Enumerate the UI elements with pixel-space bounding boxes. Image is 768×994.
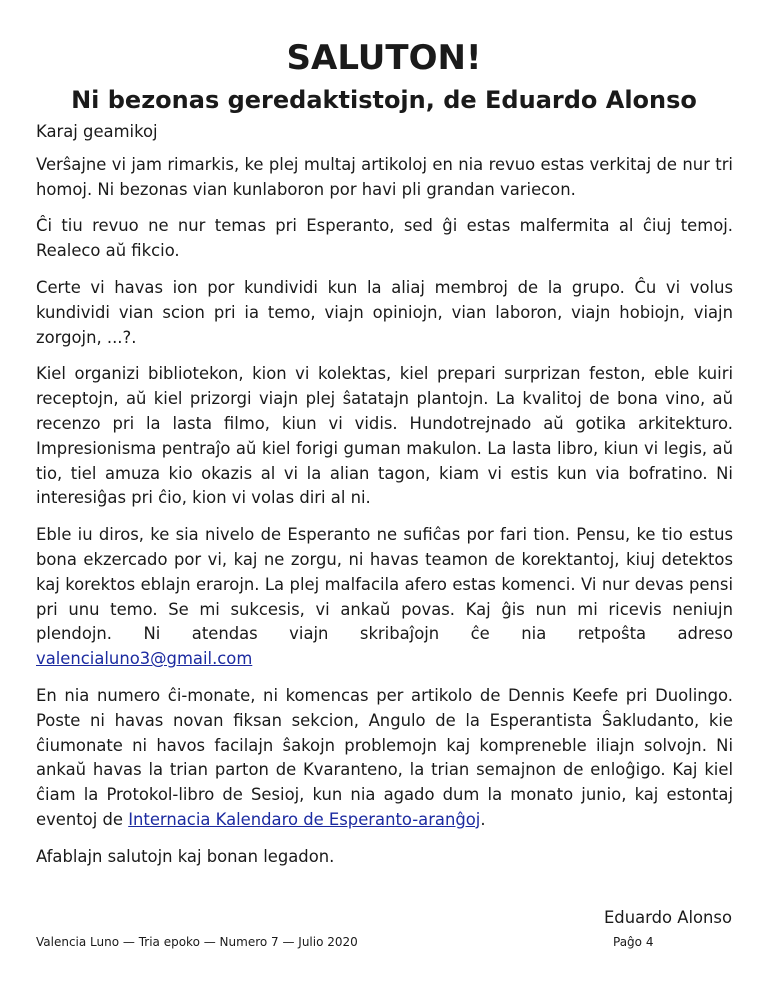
article-body (36, 120, 733, 882)
closing-line: Afablajn salutojn kaj bonan legadon. (36, 846, 335, 866)
signature: Eduardo Alonso (603, 908, 732, 927)
article-subtitle: Ni bezonas geredaktistojn, de Eduardo Alonso (71, 86, 697, 114)
paragraph-5-text: Eble iu diros, ke sia nivelo de Esperanto ne sufiĉas por fari tion. Pensu, ke tio estus bona ekzercado por vi, kaj ne zorgu, ni havas teamon de korektantoj, kiuj detektos kaj korektos eblajn erarojn. La plej malfacila afero estas komenci. Vi nur devas pensi pri unu temo. Se mi sukcesis, vi ankaŭ povas. Kaj ĝis nun mi ricevis neniujn plendojn. Ni atendas viajn skribaĵojn ĉe nia retpoŝta adreso (36, 525, 733, 644)
paragraph-3: Certe vi havas ion por kundividi kun la aliaj membroj de la grupo. Ĉu vi volus kundividi vian scion pri ia temo, viajn opiniojn, vian laboron, viajn hobiojn, viajn zorgojn, ...?. (36, 277, 733, 347)
email-link[interactable]: valencialuno3@gmail.com (36, 649, 253, 669)
calendar-link[interactable]: Internacia Kalendaro de Esperanto-aranĝoj (128, 809, 481, 829)
paragraph-6-text: En nia numero ĉi-monate, ni komencas per artikolo de Dennis Keefe pri Duolingo. Poste ni havas novan fiksan sekcion, Angulo de la Esperantista Ŝakludanto, kie ĉiumonate ni havos facilajn ŝakojn problemojn kaj kompreneble iliajn solvojn. Ni ankaŭ havas la trian parton de Kvaranteno, la trian semajnon de enloĝigo. Kaj kiel ĉiam la Protokol-libro de Sesioj, kun nia agado dum la monato junio, kaj estontaj eventoj de (36, 685, 733, 829)
paragraph-6-end: . (480, 809, 486, 829)
paragraph-1: Verŝajne vi jam rimarkis, ke plej multaj artikoloj en nia revuo estas verkitaj de nur tri homoj. Ni bezonas vian kunlaboron por havi pli grandan variecon. (36, 154, 733, 199)
paragraph-2: Ĉi tiu revuo ne nur temas pri Esperanto, sed ĝi estas malfermita al ĉiuj temoj. Realeco aŭ fikcio. (36, 216, 733, 261)
footer-publication: Valencia Luno — Tria epoko — Numero 7 — Julio 2020 (36, 935, 358, 949)
footer-page-number: Paĝo 4 (613, 935, 654, 949)
greeting: Karaj geamikoj (36, 122, 158, 141)
paragraph-6 (36, 684, 733, 833)
paragraph-4: Kiel organizi bibliotekon, kion vi kolektas, kiel prepari surprizan feston, eble kuiri receptojn, aŭ kiel prizorgi viajn plej ŝatatajn plantojn. La kvalitoj de bona vino, aŭ recenzo pri la lasta filmo, kiun vi vidis. Hundotrejnado aŭ gotika arkitekturo. Impresionisma pentraĵo aŭ kiel forigi guman makulon. La lasta libro, kiun vi legis, aŭ tio, tiel amuza kio okazis al vi la alian tagon, kiam vi estis kun via bofratino. Ni interesiĝas pri ĉio, kion vi volas diri al ni. (36, 364, 733, 508)
page-title: SALUTON! (286, 38, 482, 78)
paragraph-5 (36, 523, 733, 672)
